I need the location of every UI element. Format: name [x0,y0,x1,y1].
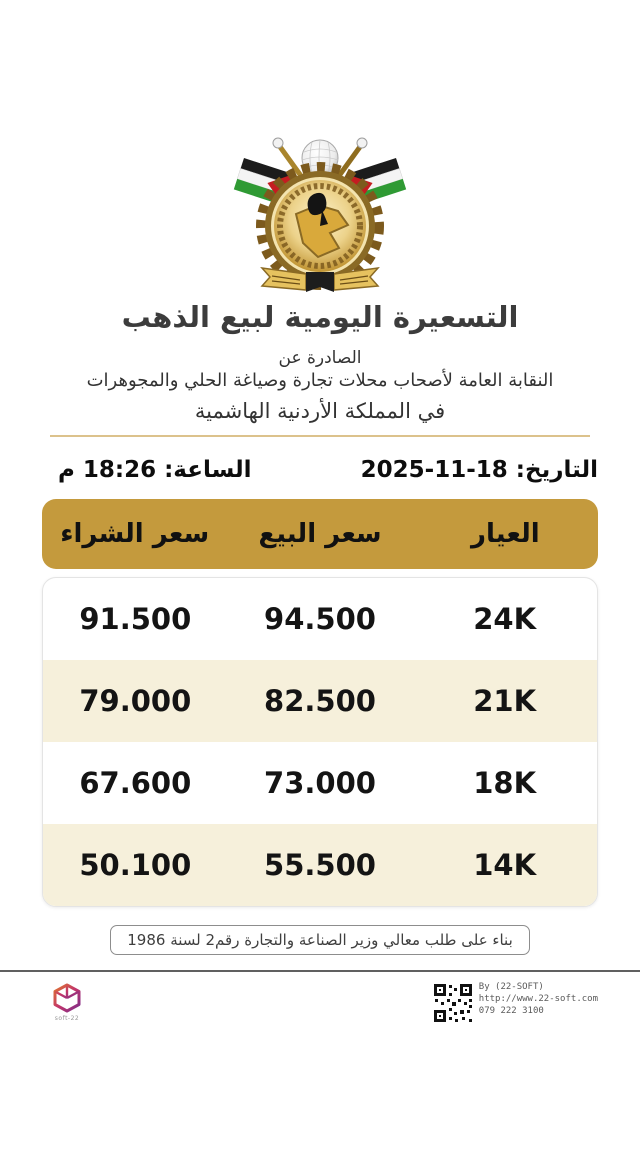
cube-logo-icon [52,982,82,1014]
date-label: التاريخ: 18-11-2025 [360,457,598,483]
emblem-container [0,0,640,294]
vendor-brand-label: 22-soft [54,1015,80,1022]
table-row [43,742,597,824]
header-buy-price: سعر الشراء [60,519,210,549]
buy-price-value: 67.600 [79,766,192,800]
table-row [43,578,597,660]
sell-price-value: 73.000 [264,766,376,800]
issued-by-label: الصادرة عن [278,348,362,368]
sell-price-value: 55.500 [264,848,376,882]
header-sell-price: سعر البيع [258,519,382,549]
footer-strip [0,982,640,1024]
credit-phone: 079 222 3100 [478,1006,544,1016]
table-header [42,499,598,569]
software-credit [432,982,598,1024]
header-karat: العيار [470,519,540,549]
sell-price-value: 94.500 [264,602,376,636]
buy-price-value: 79.000 [79,684,192,718]
time-label: الساعة: 18:26 م [58,457,252,483]
date-time-row [0,457,640,483]
tan-divider [50,435,590,437]
buy-price-value: 50.100 [79,848,192,882]
karat-value: 21K [473,684,537,718]
syndicate-emblem-icon [232,122,408,294]
ministerial-footnote: بناء على طلب معالي وزير الصناعة والتجارة رقم2 لسنة 1986 [110,925,530,955]
bottom-divider [0,970,640,972]
vendor-brand [52,982,82,1022]
table-body [42,577,598,907]
karat-value: 14K [473,848,537,882]
country-line: في المملكة الأردنية الهاشمية [194,399,446,423]
gold-price-table [42,499,598,907]
buy-price-value: 91.500 [79,602,192,636]
table-row [43,824,597,906]
karat-value: 24K [473,602,537,636]
credit-by: By (22-SOFT) [478,982,544,992]
organization-name: النقابة العامة لأصحاب محلات تجارة وصياغة الحلي والمجوهرات [86,370,554,391]
credit-url: http://www.22-soft.com [478,994,598,1004]
page-title: التسعيرة اليومية لبيع الذهب [121,300,519,334]
qr-code-icon [432,982,474,1024]
karat-value: 18K [473,766,537,800]
sell-price-value: 82.500 [264,684,376,718]
table-row [43,660,597,742]
